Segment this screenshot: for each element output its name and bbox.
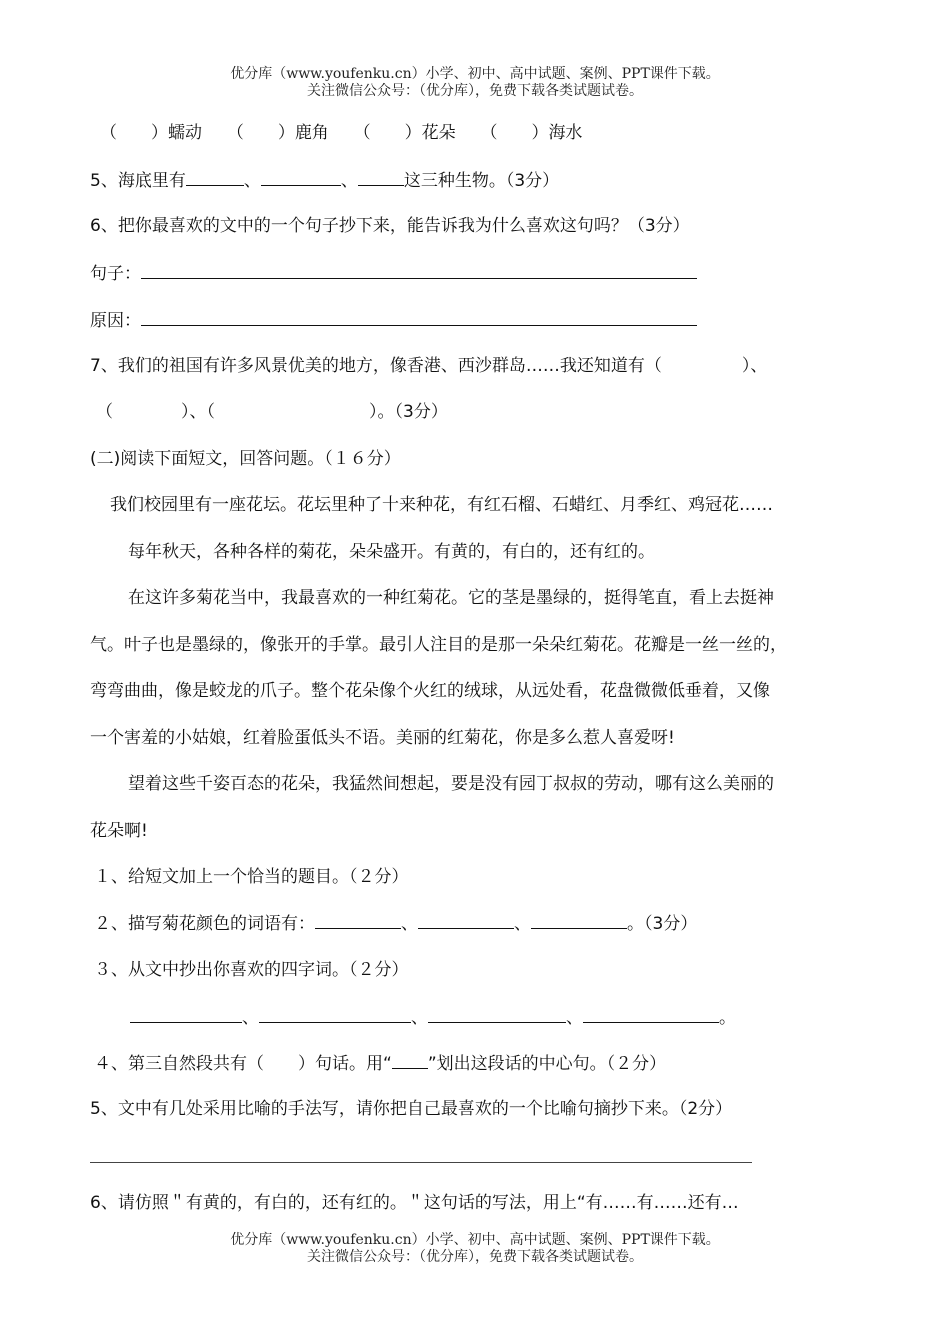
r3-sep-1: 、 <box>242 1008 259 1028</box>
footer-line-1: 优分库（www.youfenku.cn）小学、初中、高中试题、案例、PPT课件下载。 <box>230 1232 720 1248</box>
q7-text: 7、我们的祖国有许多风景优美的地方，像香港、西沙群岛……我还知道有（ <box>90 356 662 376</box>
q5-blank-2[interactable] <box>261 169 341 186</box>
q5-blank-3[interactable] <box>358 169 404 186</box>
r4-underline-sample <box>392 1052 428 1069</box>
q4-paren-4: （ <box>480 123 498 143</box>
q7-line2-mid: ）、（ <box>181 402 215 422</box>
r2-blank-2[interactable] <box>418 912 514 929</box>
q6-sentence-blank[interactable] <box>141 262 697 279</box>
q7-line2-end: ）。（3分） <box>369 402 448 422</box>
q5-blank-1[interactable] <box>186 169 244 186</box>
passage-p3-line2: 气。叶子也是墨绿的，像张开的手掌。最引人注目的是那一朵朵红菊花。花瓣是一丝一丝的， <box>90 635 787 655</box>
section2-title: (二)阅读下面短文，回答问题。（１６分） <box>90 449 401 469</box>
q7-line1-end: ）、 <box>741 356 768 376</box>
q6-sentence-row <box>90 262 697 285</box>
header-line-1: 优分库（www.youfenku.cn）小学、初中、高中试题、案例、PPT课件下载。 <box>230 66 720 82</box>
r3-question: ３、从文中抄出你喜欢的四字词。（２分） <box>94 960 409 980</box>
r3-blank-1[interactable] <box>130 1006 242 1023</box>
q4-item-1: 蠕动 <box>168 123 202 143</box>
r3-end: 。 <box>719 1008 736 1028</box>
passage-p2: 每年秋天，各种各样的菊花，朵朵盛开。有黄的，有白的，还有红的。 <box>128 542 655 562</box>
passage-p3-line3: 弯弯曲曲，像是蛟龙的爪子。整个花朵像个火红的绒球，从远处看，花盘微微低垂着，又像 <box>90 681 770 701</box>
q5-line <box>90 169 559 192</box>
r2-prefix: ２、描写菊花颜色的词语有： <box>94 914 315 934</box>
r6-question: 6、请仿照＂有黄的，有白的，还有红的。＂这句话的写法，用上“有……有……还有… <box>90 1193 739 1213</box>
passage-p3-line1: 在这许多菊花当中，我最喜欢的一种红菊花。它的茎是墨绿的，挺得笔直，看上去挺神 <box>128 588 774 608</box>
q4-item-4: 海水 <box>548 123 583 143</box>
r2-suffix: 。（3分） <box>627 914 698 934</box>
r2-sep-1: 、 <box>401 914 418 934</box>
r4-part-a: ４、第三自然段共有（ <box>94 1054 264 1074</box>
r3-answer-row <box>130 1006 736 1029</box>
q6-reason-row <box>90 309 697 332</box>
r3-blank-3[interactable] <box>428 1006 566 1023</box>
q4-paren-3: （ <box>353 123 371 143</box>
r2-blank-3[interactable] <box>531 912 627 929</box>
r2-line <box>94 912 697 935</box>
r5-answer-line[interactable] <box>90 1162 752 1163</box>
q7-line-2 <box>96 401 448 423</box>
page-footer <box>0 1232 950 1266</box>
r5-question: 5、文中有几处采用比喻的手法写，请你把自己最喜欢的一个比喻句摘抄下来。（2分） <box>90 1099 733 1119</box>
q7-line2-open: （ <box>96 402 113 422</box>
r3-sep-3: 、 <box>566 1008 583 1028</box>
footer-line-2: 关注微信公众号：（优分库），免费下载各类试题试卷。 <box>307 1249 643 1265</box>
q4-item-3: 花朵 <box>421 123 456 143</box>
q4-paren-1: （ <box>100 123 117 143</box>
r1-question: １、给短文加上一个恰当的题目。（２分） <box>94 867 409 887</box>
q4-line: （ ）蠕动 （ ）鹿角 （ ）花朵 （ ）海水 <box>100 123 583 143</box>
q6-reason-label: 原因： <box>90 311 141 331</box>
q4-item-2: 鹿角 <box>294 123 329 143</box>
passage-p1: 我们校园里有一座花坛。花坛里种了十来种花，有红石榴、石蜡红、月季红、鸡冠花…… <box>110 495 773 515</box>
q5-suffix: 这三种生物。（3分） <box>403 171 560 191</box>
q5-sep-1: 、 <box>243 171 261 191</box>
q6-reason-blank[interactable] <box>141 309 697 326</box>
r3-blank-2[interactable] <box>259 1006 411 1023</box>
passage-p4-line1: 望着这些千姿百态的花朵，我猛然间想起，要是没有园丁叔叔的劳动，哪有这么美丽的 <box>128 774 774 794</box>
r2-sep-2: 、 <box>514 914 531 934</box>
r2-blank-1[interactable] <box>315 912 401 929</box>
r3-sep-2: 、 <box>411 1008 428 1028</box>
header-line-2: 关注微信公众号：（优分库），免费下载各类试题试卷。 <box>307 83 643 99</box>
q6-question: 6、把你最喜欢的文中的一个句子抄下来，能告诉我为什么喜欢这句吗？（3分） <box>90 216 690 236</box>
passage-p3-line4: 一个害羞的小姑娘，红着脸蛋低头不语。美丽的红菊花，你是多么惹人喜爱呀! <box>90 728 675 748</box>
q5-prefix: 5、海底里有 <box>90 171 186 191</box>
q4-paren-2: （ <box>226 123 244 143</box>
r4-part-b: ）句话。用“ <box>298 1054 392 1074</box>
q7-line-1 <box>90 355 767 377</box>
q6-sentence-label: 句子： <box>90 264 141 284</box>
page-header-top <box>0 66 950 100</box>
r4-line <box>94 1052 666 1075</box>
r4-part-c: ”划出这段话的中心句。（２分） <box>427 1054 667 1074</box>
r3-blank-4[interactable] <box>583 1006 719 1023</box>
q5-sep-2: 、 <box>340 171 358 191</box>
passage-p4-line2: 花朵啊! <box>90 821 148 841</box>
